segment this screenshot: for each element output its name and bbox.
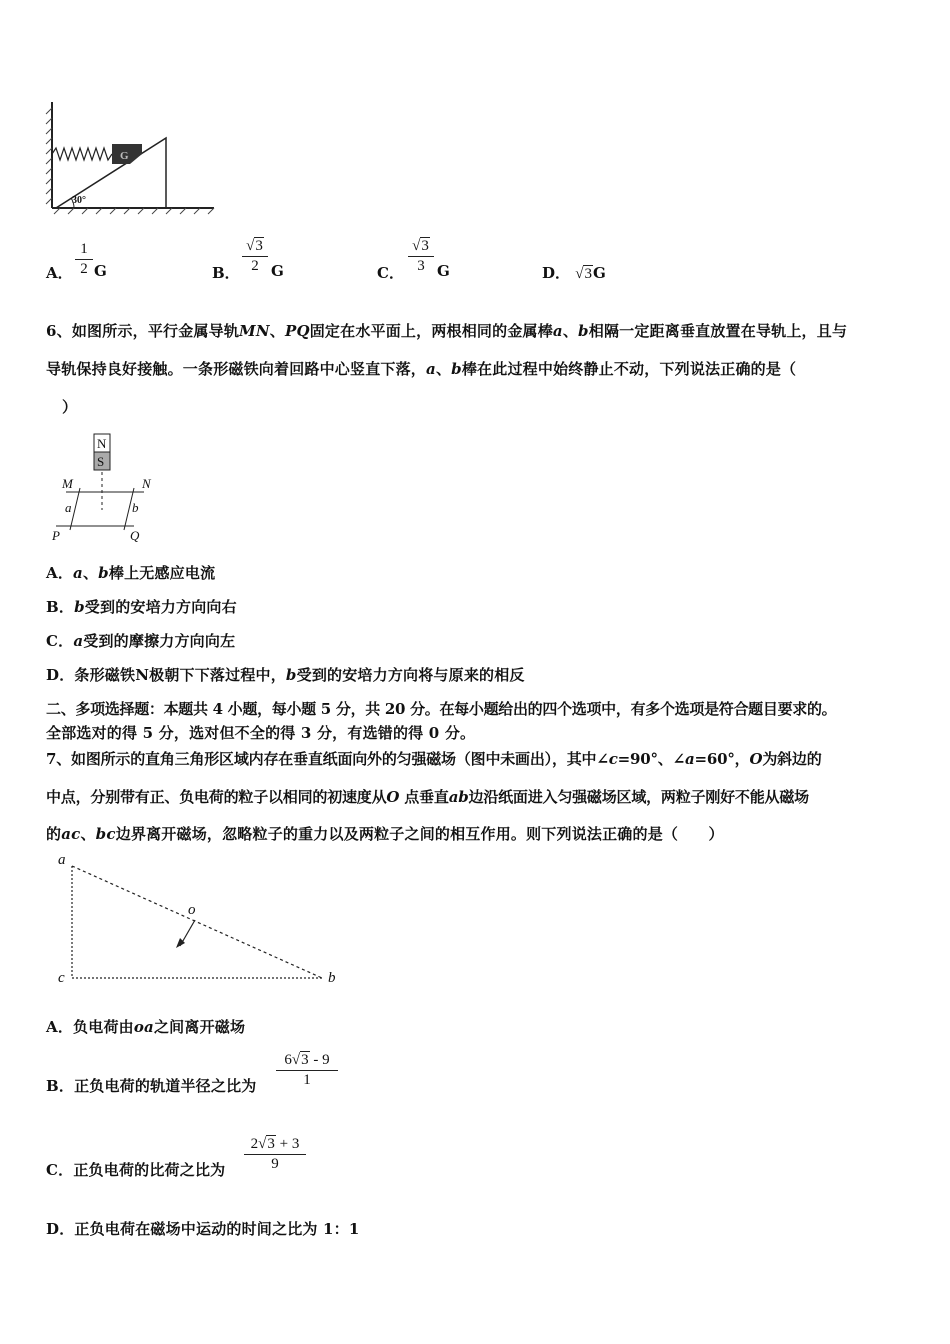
rail-label-n: N <box>142 476 151 491</box>
q7-option-b[interactable]: B．正负电荷的轨道半径之比为 <box>46 1077 257 1095</box>
q5-option-d[interactable]: D． √3G <box>542 264 606 282</box>
q7-stem-line3: 的ac、bc边界离开磁场，忽略粒子的重力以及两粒子之间的相互作用。则下列说法正确的是（ ） <box>46 825 724 843</box>
q7-stem-line1: 7、如图所示的直角三角形区域内存在垂直纸面向外的匀强磁场（图中未画出），其中∠c=90°、∠a=60°，O为斜边的 <box>46 750 822 768</box>
magnet-rails-figure <box>50 428 170 544</box>
q5-option-a-fraction: $\frac{1}{2}$ <box>75 241 93 278</box>
rod-label-b: b <box>132 500 139 515</box>
rail-label-p: P <box>52 528 60 543</box>
q5-option-b-fraction: $\frac{√3}{2}$ <box>242 238 268 275</box>
q7-stem-line2: 中点，分别带有正、负电荷的粒子以相同的初速度从O 点垂直ab边沿纸面进入匀强磁场区域，两粒子刚好不能从磁场 <box>46 788 809 806</box>
block-label: G <box>120 150 129 162</box>
vertex-label-c: c <box>58 970 65 986</box>
q6-option-d[interactable]: D．条形磁铁N极朝下下落过程中，b受到的安培力方向将与原来的相反 <box>46 666 525 684</box>
q6-option-a[interactable]: A．a、b棒上无感应电流 <box>46 564 216 582</box>
q5-option-a[interactable]: A． <box>46 264 73 282</box>
vertex-label-a: a <box>58 852 66 868</box>
q7-option-c-fraction: $\frac{2√3 + 3}{9}$ <box>244 1136 306 1173</box>
q7-option-b-fraction: $\frac{6√3 - 9}{1}$ <box>276 1052 338 1089</box>
magnet-north-label: N <box>97 436 107 451</box>
q7-option-a[interactable]: A．负电荷由oa之间离开磁场 <box>46 1018 246 1036</box>
q7-option-c[interactable]: C．正负电荷的比荷之比为 <box>46 1161 226 1179</box>
magnet-south-label: S <box>97 454 105 469</box>
q7-option-d[interactable]: D．正负电荷在磁场中运动的时间之比为 1：1 <box>46 1220 360 1238</box>
q6-stem-line1: 6、如图所示，平行金属导轨MN、PQ固定在水平面上，两根相同的金属棒a、b相隔一定距离垂直放置在导轨上，且与 <box>46 322 848 340</box>
q6-option-c[interactable]: C．a受到的摩擦力方向向左 <box>46 632 236 650</box>
spring-incline-figure <box>40 96 220 216</box>
rail-label-q: Q <box>130 528 140 543</box>
q5-option-c[interactable]: C． <box>377 264 404 282</box>
section2-line1: 二、多项选择题：本题共 4 小题，每小题 5 分，共 20 分。在每小题给出的四个选项中，有多个选项是符合题目要求的。 <box>46 700 837 718</box>
vertex-label-b: b <box>328 970 336 986</box>
rail-label-m: M <box>62 476 73 491</box>
q5-option-c-fraction: $\frac{√3}{3}$ <box>408 238 434 275</box>
angle-label: 30° <box>72 195 86 206</box>
q6-option-b[interactable]: B．b受到的安培力方向向右 <box>46 598 237 616</box>
q6-stem-line2: 导轨保持良好接触。一条形磁铁向着回路中心竖直下落，a、b棒在此过程中始终静止不动，下列说法正确的是（ <box>46 360 797 378</box>
q6-stem-line3: ） <box>62 398 78 416</box>
triangle-figure <box>52 850 352 990</box>
q5-option-b[interactable]: B． <box>212 264 240 282</box>
midpoint-label-o: o <box>188 902 196 918</box>
rod-label-a: a <box>65 500 72 515</box>
section2-line2: 全部选对的得 5 分，选对但不全的得 3 分，有选错的得 0 分。 <box>46 724 476 742</box>
